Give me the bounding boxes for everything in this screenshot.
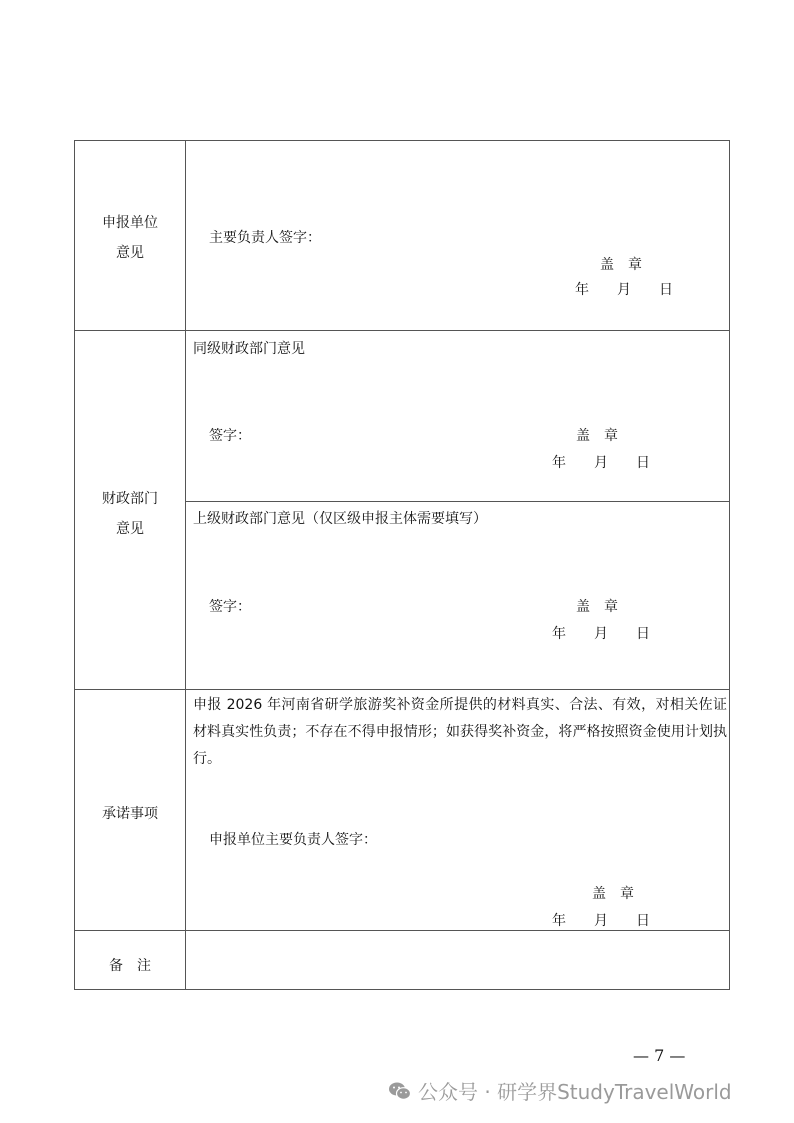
seal-label: 盖 章 (576, 599, 618, 615)
wechat-icon (388, 1081, 412, 1101)
label-line: 意见 (116, 521, 144, 537)
column-divider (185, 141, 186, 989)
seal-label: 盖 章 (576, 428, 618, 444)
label-line: 意见 (116, 245, 144, 261)
page-number: — 7 — (633, 1046, 686, 1065)
date-label: 年 月 日 (552, 455, 650, 471)
row-label-commitment: 承诺事项 (102, 806, 158, 822)
row-divider (75, 330, 729, 331)
seal-label: 盖 章 (600, 257, 642, 273)
label-line: 申报单位 (102, 215, 158, 231)
signature-label: 主要负责人签字： (209, 230, 321, 246)
signature-label: 签字： (209, 428, 251, 444)
row-divider (75, 689, 729, 690)
application-form-table (74, 140, 730, 990)
watermark (388, 1076, 732, 1105)
subsection-title-same-level: 同级财政部门意见 (193, 341, 305, 357)
date-label: 年 月 日 (552, 913, 650, 929)
date-label: 年 月 日 (575, 282, 673, 298)
row-label-applicant-opinion (75, 208, 185, 268)
watermark-text: 公众号 · 研学界StudyTravelWorld (418, 1080, 732, 1104)
date-label: 年 月 日 (552, 626, 650, 642)
subsection-title-upper-level: 上级财政部门意见（仅区级申报主体需要填写） (193, 511, 487, 527)
seal-label: 盖 章 (592, 886, 634, 902)
subsection-divider (185, 501, 729, 502)
signature-label: 申报单位主要负责人签字： (209, 832, 377, 848)
commitment-text: 申报 2026 年河南省研学旅游奖补资金所提供的材料真实、合法、有效，对相关佐证材料真实性负责；不存在不得申报情形；如获得奖补资金，将严格按照资金使用计划执行。 (193, 697, 727, 767)
label-line: 财政部门 (102, 491, 158, 507)
row-label-remarks: 备 注 (109, 958, 151, 974)
signature-label: 签字： (209, 599, 251, 615)
row-divider (75, 930, 729, 931)
row-label-finance-opinion (75, 484, 185, 544)
